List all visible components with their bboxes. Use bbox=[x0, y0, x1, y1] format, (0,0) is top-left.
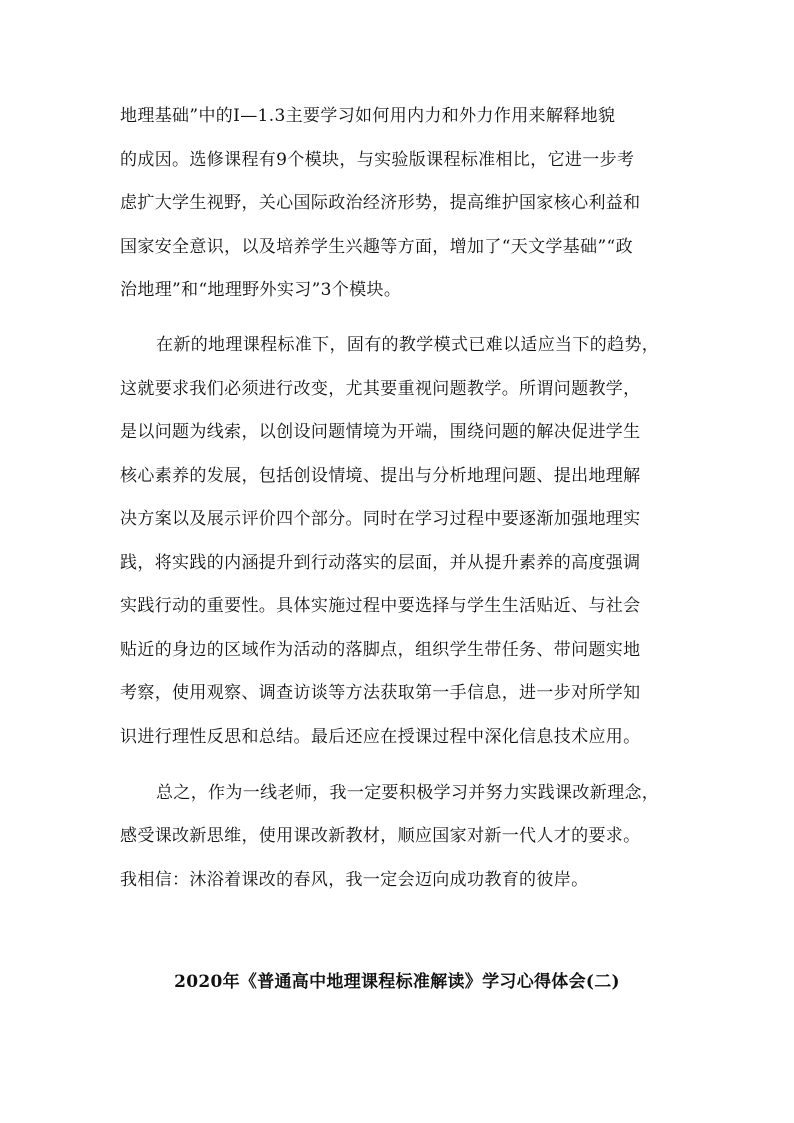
paragraph-line: 考察，使用观察、调查访谈等方法获取第一手信息，进一步对所学知 bbox=[120, 683, 641, 703]
paragraph-line: 识进行理性反思和总结。最后还应在授课过程中深化信息技术应用。 bbox=[120, 727, 641, 747]
paragraph-line: 这就要求我们必须进行改变，尤其要重视问题教学。所谓问题教学， bbox=[120, 379, 641, 399]
paragraph-line: 治地理”和“地理野外实习”3个模块。 bbox=[120, 280, 402, 300]
paragraph-line: 我相信：沐浴着课改的春风，我一定会迈向成功教育的彼岸。 bbox=[120, 870, 589, 890]
paragraph-line: 国家安全意识，以及培养学生兴趣等方面，增加了“天文学基础”“政 bbox=[120, 237, 633, 257]
paragraph-line: 地理基础”中的Ⅰ—1.3主要学习如何用内力和外力作用来解释地貌 bbox=[120, 106, 616, 126]
paragraph-line: 的成因。选修课程有9个模块，与实验版课程标准相比，它进一步考 bbox=[120, 150, 635, 170]
paragraph-line: 决方案以及展示评价四个部分。同时在学习过程中要逐渐加强地理实 bbox=[120, 509, 641, 529]
paragraph-line: 是以问题为线索，以创设问题情境为开端，围绕问题的解决促进学生 bbox=[120, 422, 641, 442]
paragraph-line: 在新的地理课程标准下，固有的教学模式已难以适应当下的趋势， bbox=[156, 335, 660, 355]
paragraph-line: 核心素养的发展，包括创设情境、提出与分析地理问题、提出地理解 bbox=[120, 466, 641, 486]
paragraph-line: 实践行动的重要性。具体实施过程中要选择与学生生活贴近、与社会 bbox=[120, 596, 641, 616]
paragraph-line: 感受课改新思维，使用课改新教材，顺应国家对新一代人才的要求。 bbox=[120, 826, 641, 846]
paragraph-line: 践，将实践的内涵提升到行动落实的层面，并从提升素养的高度强调 bbox=[120, 553, 641, 573]
section-title: 2020年《普通高中地理课程标准解读》学习心得体会(二) bbox=[174, 972, 620, 992]
paragraph-line: 虑扩大学生视野，关心国际政治经济形势，提高维护国家核心利益和 bbox=[120, 193, 641, 213]
paragraph-line: 贴近的身边的区域作为活动的落脚点，组织学生带任务、带问题实地 bbox=[120, 640, 641, 660]
paragraph-line: 总之，作为一线老师，我一定要积极学习并努力实践课改新理念， bbox=[156, 783, 660, 803]
